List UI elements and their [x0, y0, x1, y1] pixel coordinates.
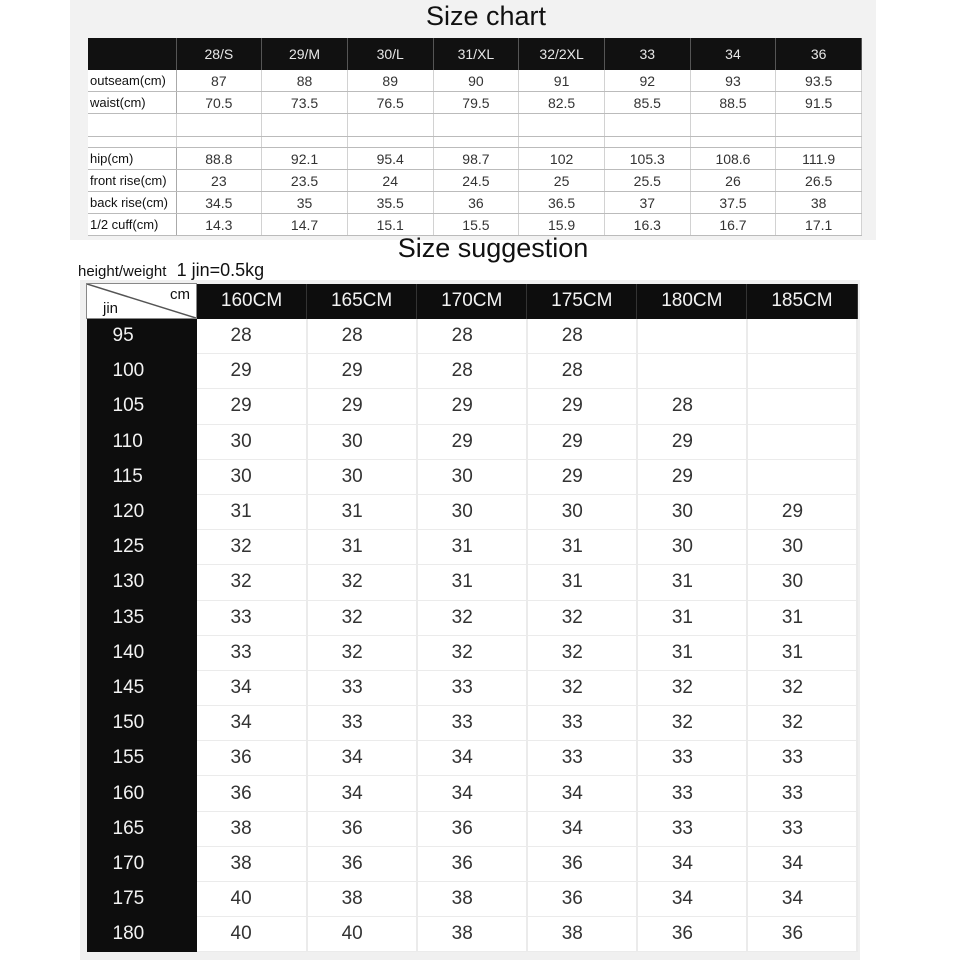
- size-suggestion-title: Size suggestion: [397, 233, 589, 263]
- suggested-size-cell: 32: [527, 670, 637, 705]
- measurement-value: 93.5: [776, 70, 862, 92]
- suggested-size-cell: 32: [197, 565, 307, 600]
- size-header: 29/M: [262, 38, 348, 70]
- measurement-value: 70.5: [176, 92, 262, 114]
- suggested-size-cell: [747, 424, 857, 459]
- suggested-size-cell: 36: [527, 846, 637, 881]
- size-header: 28/S: [176, 38, 262, 70]
- measurement-value: 25: [519, 170, 605, 192]
- corner-cm-label: cm: [170, 286, 190, 303]
- measurement-value: 95.4: [347, 148, 433, 170]
- size-header: 34: [690, 38, 776, 70]
- suggested-size-cell: 38: [417, 917, 527, 952]
- weight-cell: 180: [87, 917, 197, 952]
- suggested-size-cell: 29: [527, 389, 637, 424]
- empty-cell: [604, 137, 690, 148]
- weight-row: [87, 494, 858, 529]
- suggested-size-cell: 32: [417, 600, 527, 635]
- suggested-size-cell: 33: [197, 635, 307, 670]
- suggested-size-cell: 29: [197, 389, 307, 424]
- suggested-size-cell: 34: [417, 741, 527, 776]
- suggested-size-cell: 33: [307, 706, 417, 741]
- measurement-value: 35: [262, 192, 348, 214]
- suggested-size-cell: [637, 319, 747, 354]
- suggested-size-cell: 31: [197, 494, 307, 529]
- suggested-size-cell: 34: [747, 882, 857, 917]
- size-header: 31/XL: [433, 38, 519, 70]
- weight-cell: 115: [87, 459, 197, 494]
- suggested-size-cell: 30: [637, 530, 747, 565]
- suggested-size-cell: 31: [527, 530, 637, 565]
- suggested-size-cell: 29: [747, 494, 857, 529]
- suggested-size-cell: 33: [637, 811, 747, 846]
- weight-row: [87, 811, 858, 846]
- suggested-size-cell: 33: [637, 776, 747, 811]
- weight-cell: 140: [87, 635, 197, 670]
- suggested-size-cell: 31: [417, 565, 527, 600]
- measurement-value: 16.3: [604, 214, 690, 236]
- measurement-value: 87: [176, 70, 262, 92]
- suggested-size-cell: 38: [307, 882, 417, 917]
- spacer-row: [88, 137, 862, 148]
- suggested-size-cell: 38: [197, 846, 307, 881]
- suggested-size-cell: 38: [417, 882, 527, 917]
- measurement-value: 15.5: [433, 214, 519, 236]
- weight-cell: 105: [87, 389, 197, 424]
- weight-cell: 130: [87, 565, 197, 600]
- height-header-row: [87, 284, 858, 319]
- suggested-size-cell: 28: [417, 354, 527, 389]
- weight-row: [87, 600, 858, 635]
- suggested-size-cell: 36: [637, 917, 747, 952]
- corner-jin-label: jin: [103, 300, 119, 317]
- measurement-value: 93: [690, 70, 776, 92]
- suggested-size-cell: 28: [417, 319, 527, 354]
- suggested-size-cell: 33: [527, 741, 637, 776]
- suggested-size-cell: 31: [307, 494, 417, 529]
- measurement-value: 92.1: [262, 148, 348, 170]
- suggested-size-cell: [747, 459, 857, 494]
- measurement-value: 24: [347, 170, 433, 192]
- measurement-value: 111.9: [776, 148, 862, 170]
- suggested-size-cell: 31: [527, 565, 637, 600]
- suggested-size-cell: 28: [197, 319, 307, 354]
- measurement-value: 34.5: [176, 192, 262, 214]
- measurement-value: 92: [604, 70, 690, 92]
- empty-cell: [519, 137, 605, 148]
- weight-cell: 145: [87, 670, 197, 705]
- suggested-size-cell: 33: [637, 741, 747, 776]
- suggested-size-cell: 29: [637, 424, 747, 459]
- suggested-size-cell: 34: [307, 741, 417, 776]
- size-header: 32/2XL: [519, 38, 605, 70]
- suggested-size-cell: 29: [197, 354, 307, 389]
- measurement-label: waist(cm): [88, 92, 176, 114]
- suggested-size-cell: 36: [197, 776, 307, 811]
- empty-cell: [88, 114, 176, 137]
- suggested-size-cell: 36: [307, 846, 417, 881]
- weight-row: [87, 917, 858, 952]
- suggested-size-cell: 36: [747, 917, 857, 952]
- suggested-size-cell: 38: [197, 811, 307, 846]
- suggested-size-cell: 32: [307, 635, 417, 670]
- size-chart-row: [88, 192, 862, 214]
- weight-row: [87, 846, 858, 881]
- measurement-value: 90: [433, 70, 519, 92]
- weight-row: [87, 565, 858, 600]
- weight-row: [87, 635, 858, 670]
- suggested-size-cell: 36: [307, 811, 417, 846]
- suggested-size-cell: 31: [417, 530, 527, 565]
- unit-note: 1 jin=0.5kg: [176, 260, 265, 280]
- suggested-size-cell: 33: [417, 706, 527, 741]
- suggested-size-cell: 32: [307, 565, 417, 600]
- suggested-size-cell: 34: [417, 776, 527, 811]
- measurement-value: 26: [690, 170, 776, 192]
- empty-cell: [88, 137, 176, 148]
- suggested-size-cell: 31: [307, 530, 417, 565]
- weight-row: [87, 354, 858, 389]
- weight-row: [87, 319, 858, 354]
- measurement-value: 88: [262, 70, 348, 92]
- weight-row: [87, 389, 858, 424]
- measurement-value: 38: [776, 192, 862, 214]
- height-header: 165CM: [307, 284, 417, 319]
- suggested-size-cell: 32: [197, 530, 307, 565]
- measurement-label: front rise(cm): [88, 170, 176, 192]
- suggested-size-cell: 32: [307, 600, 417, 635]
- size-chart-title: Size chart: [425, 1, 547, 31]
- suggested-size-cell: 30: [417, 494, 527, 529]
- measurement-value: 98.7: [433, 148, 519, 170]
- height-header: 170CM: [417, 284, 527, 319]
- suggested-size-cell: 29: [527, 424, 637, 459]
- suggested-size-cell: 40: [307, 917, 417, 952]
- suggested-size-cell: [637, 354, 747, 389]
- suggested-size-cell: 30: [197, 459, 307, 494]
- height-header: 180CM: [637, 284, 747, 319]
- empty-cell: [690, 114, 776, 137]
- suggested-size-cell: 34: [307, 776, 417, 811]
- measurement-value: 89: [347, 70, 433, 92]
- suggested-size-cell: 32: [527, 600, 637, 635]
- measurement-value: 37.5: [690, 192, 776, 214]
- suggested-size-cell: 33: [527, 706, 637, 741]
- size-chart-row: [88, 92, 862, 114]
- size-chart-table: [88, 38, 862, 236]
- measurement-label: outseam(cm): [88, 70, 176, 92]
- size-chart-row: [88, 170, 862, 192]
- suggested-size-cell: 30: [527, 494, 637, 529]
- measurement-value: 37: [604, 192, 690, 214]
- measurement-value: 35.5: [347, 192, 433, 214]
- size-chart-row: [88, 70, 862, 92]
- suggested-size-cell: 32: [747, 670, 857, 705]
- measurement-value: 23: [176, 170, 262, 192]
- empty-cell: [347, 114, 433, 137]
- suggested-size-cell: 40: [197, 882, 307, 917]
- suggested-size-cell: 28: [527, 354, 637, 389]
- weight-cell: 120: [87, 494, 197, 529]
- suggested-size-cell: 34: [527, 811, 637, 846]
- size-chart-row: [88, 148, 862, 170]
- suggested-size-cell: 31: [637, 600, 747, 635]
- suggested-size-cell: 31: [747, 600, 857, 635]
- suggested-size-cell: 31: [637, 565, 747, 600]
- suggested-size-cell: 30: [307, 424, 417, 459]
- measurement-value: 76.5: [347, 92, 433, 114]
- measurement-value: 91: [519, 70, 605, 92]
- measurement-value: 14.7: [262, 214, 348, 236]
- empty-cell: [690, 137, 776, 148]
- suggested-size-cell: 30: [417, 459, 527, 494]
- empty-cell: [262, 114, 348, 137]
- weight-row: [87, 741, 858, 776]
- suggested-size-cell: 32: [417, 635, 527, 670]
- suggested-size-cell: 40: [197, 917, 307, 952]
- suggested-size-cell: 33: [747, 741, 857, 776]
- weight-cell: 165: [87, 811, 197, 846]
- weight-cell: 95: [87, 319, 197, 354]
- measurement-value: 24.5: [433, 170, 519, 192]
- suggested-size-cell: 34: [637, 846, 747, 881]
- suggested-size-cell: 36: [417, 846, 527, 881]
- suggested-size-cell: 30: [637, 494, 747, 529]
- empty-cell: [604, 114, 690, 137]
- measurement-value: 82.5: [519, 92, 605, 114]
- suggested-size-cell: 36: [417, 811, 527, 846]
- weight-cell: 160: [87, 776, 197, 811]
- measurement-label: 1/2 cuff(cm): [88, 214, 176, 236]
- measurement-value: 36: [433, 192, 519, 214]
- weight-cell: 170: [87, 846, 197, 881]
- suggested-size-cell: 32: [527, 635, 637, 670]
- weight-cell: 150: [87, 706, 197, 741]
- suggested-size-cell: 30: [747, 530, 857, 565]
- suggested-size-cell: 29: [417, 389, 527, 424]
- measurement-value: 14.3: [176, 214, 262, 236]
- suggested-size-cell: 32: [637, 670, 747, 705]
- suggested-size-cell: 38: [527, 917, 637, 952]
- measurement-value: 91.5: [776, 92, 862, 114]
- suggested-size-cell: 30: [747, 565, 857, 600]
- empty-cell: [176, 114, 262, 137]
- suggested-size-cell: 34: [527, 776, 637, 811]
- suggested-size-cell: 30: [197, 424, 307, 459]
- empty-cell: [176, 137, 262, 148]
- suggested-size-cell: 31: [637, 635, 747, 670]
- measurement-value: 88.5: [690, 92, 776, 114]
- axis-label: height/weight: [78, 263, 167, 280]
- empty-cell: [776, 114, 862, 137]
- suggested-size-cell: 34: [197, 670, 307, 705]
- spacer-row: [88, 114, 862, 137]
- empty-cell: [776, 137, 862, 148]
- empty-cell: [519, 114, 605, 137]
- measurement-value: 36.5: [519, 192, 605, 214]
- weight-row: [87, 670, 858, 705]
- suggested-size-cell: 31: [747, 635, 857, 670]
- measurement-value: 102: [519, 148, 605, 170]
- weight-cell: 125: [87, 530, 197, 565]
- weight-cell: 100: [87, 354, 197, 389]
- weight-cell: 110: [87, 424, 197, 459]
- height-header: 175CM: [527, 284, 637, 319]
- weight-row: [87, 706, 858, 741]
- measurement-value: 73.5: [262, 92, 348, 114]
- size-header: 36: [776, 38, 862, 70]
- suggested-size-cell: 36: [197, 741, 307, 776]
- weight-row: [87, 776, 858, 811]
- measurement-value: 26.5: [776, 170, 862, 192]
- suggested-size-cell: 33: [417, 670, 527, 705]
- height-header: 185CM: [747, 284, 857, 319]
- measurement-label: back rise(cm): [88, 192, 176, 214]
- weight-cell: 135: [87, 600, 197, 635]
- suggested-size-cell: 32: [747, 706, 857, 741]
- suggested-size-cell: 29: [637, 459, 747, 494]
- measurement-value: 16.7: [690, 214, 776, 236]
- suggested-size-cell: 28: [527, 319, 637, 354]
- corner-cell: [87, 284, 197, 319]
- suggested-size-cell: 33: [197, 600, 307, 635]
- weight-cell: 175: [87, 882, 197, 917]
- measurement-value: 15.1: [347, 214, 433, 236]
- suggested-size-cell: 28: [637, 389, 747, 424]
- suggested-size-cell: 28: [307, 319, 417, 354]
- empty-cell: [262, 137, 348, 148]
- suggested-size-cell: 29: [307, 389, 417, 424]
- measurement-value: 108.6: [690, 148, 776, 170]
- weight-row: [87, 882, 858, 917]
- suggested-size-cell: [747, 319, 857, 354]
- measurement-label: hip(cm): [88, 148, 176, 170]
- size-header: 30/L: [347, 38, 433, 70]
- suggested-size-cell: 34: [637, 882, 747, 917]
- measurement-value: 105.3: [604, 148, 690, 170]
- suggested-size-cell: [747, 354, 857, 389]
- suggested-size-cell: 30: [307, 459, 417, 494]
- suggested-size-cell: 33: [307, 670, 417, 705]
- suggested-size-cell: 33: [747, 811, 857, 846]
- empty-cell: [347, 137, 433, 148]
- measurement-value: 15.9: [519, 214, 605, 236]
- measurement-value: 85.5: [604, 92, 690, 114]
- size-chart-corner-cell: [88, 38, 176, 70]
- weight-row: [87, 530, 858, 565]
- suggested-size-cell: 33: [747, 776, 857, 811]
- height-header: 160CM: [197, 284, 307, 319]
- size-suggestion-table: [86, 283, 858, 952]
- size-chart-header-row: [88, 38, 862, 70]
- suggested-size-cell: 29: [527, 459, 637, 494]
- measurement-value: 23.5: [262, 170, 348, 192]
- measurement-value: 79.5: [433, 92, 519, 114]
- height-weight-label: [78, 260, 264, 281]
- suggested-size-cell: 29: [417, 424, 527, 459]
- weight-row: [87, 459, 858, 494]
- measurement-value: 17.1: [776, 214, 862, 236]
- suggested-size-cell: 34: [197, 706, 307, 741]
- suggested-size-cell: 29: [307, 354, 417, 389]
- empty-cell: [433, 137, 519, 148]
- empty-cell: [433, 114, 519, 137]
- suggested-size-cell: 32: [637, 706, 747, 741]
- measurement-value: 25.5: [604, 170, 690, 192]
- weight-cell: 155: [87, 741, 197, 776]
- suggested-size-cell: 36: [527, 882, 637, 917]
- size-header: 33: [604, 38, 690, 70]
- suggested-size-cell: 34: [747, 846, 857, 881]
- measurement-value: 88.8: [176, 148, 262, 170]
- weight-row: [87, 424, 858, 459]
- suggested-size-cell: [747, 389, 857, 424]
